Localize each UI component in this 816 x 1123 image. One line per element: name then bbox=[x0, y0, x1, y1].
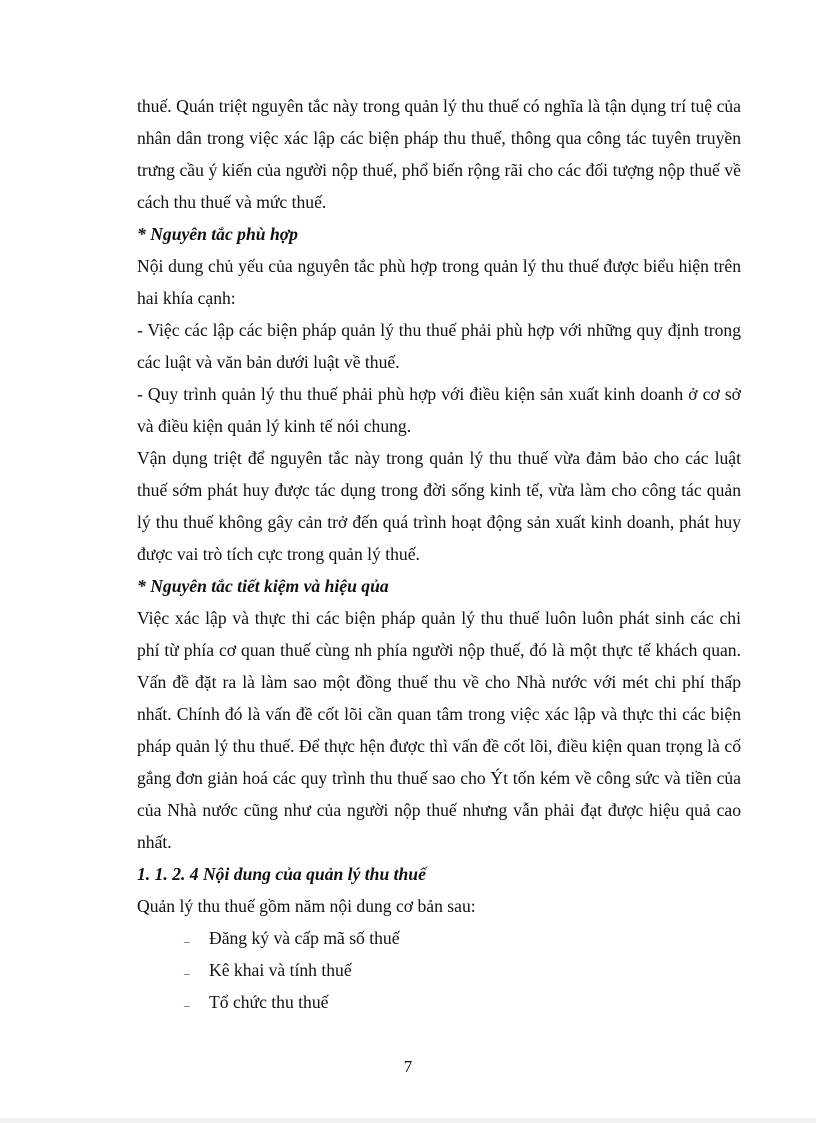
paragraph-suitability-point-2: - Quy trình quản lý thu thuế phải phù hợp với điều kiện sản xuất kinh doanh ở cơ sở và điều kiện quản lý kinh tế nói chung. bbox=[137, 384, 741, 436]
paragraph-content-intro: Quản lý thu thuế gồm năm nội dung cơ bản sau: bbox=[137, 896, 476, 916]
section-heading-tax-management-content: 1. 1. 2. 4 Nội dung của quản lý thu thuế bbox=[137, 864, 426, 884]
bullet-mark: _ bbox=[184, 996, 190, 1008]
list-item-text: Tổ chức thu thuế bbox=[209, 992, 329, 1012]
paragraph-suitability-application: Vận dụng triệt để nguyên tắc này trong quản lý thu thuế vừa đảm bảo cho các luật thuế sớm phát huy được tác dụng trong đời sống kinh tế, vừa làm cho công tác quản lý thu thuế không gây cản trở đến quá trình hoạt động sản xuất kinh doanh, phát huy được vai trò tích cực trong quản lý thuế. bbox=[137, 448, 741, 564]
paragraph-efficiency-body: Việc xác lập và thực thi các biện pháp quản lý thu thuế luôn luôn phát sinh các chi phí từ phía cơ quan thuế cùng nh phía người nộp thuế, đó là một thực tế khách quan. Vấn đề đặt ra là làm sao một đồng thuế thu về cho Nhà nước với mét chi phí thấp nhất. Chính đó là vấn đề cốt lõi cần quan tâm trong việc xác lập và thực thi các biện pháp quản lý thu thuế. Để thực hện được thì vấn đề cốt lõi, điều kiện quan trọng là cố gắng đơn giản hoá các quy trình thu thuế sao cho Ýt tốn kém về công sức và tiền của của Nhà nước cũng như của người nộp thuế nhưng vẫn phải đạt được hiệu quả cao nhất. bbox=[137, 608, 741, 852]
content-list bbox=[137, 922, 741, 1018]
heading-principle-suitability: * Nguyên tắc phù hợp bbox=[137, 224, 298, 244]
paragraph-suitability-point-1: - Việc các lập các biện pháp quản lý thu thuế phải phù hợp với những quy định trong các luật và văn bản dưới luật về thuế. bbox=[137, 320, 741, 372]
list-item bbox=[137, 954, 741, 986]
bullet-mark: _ bbox=[184, 932, 190, 944]
page-body bbox=[137, 90, 741, 1018]
page-bottom-edge bbox=[0, 1118, 816, 1123]
bullet-mark: _ bbox=[184, 964, 190, 976]
list-item-text: Đăng ký và cấp mã số thuế bbox=[209, 928, 400, 948]
heading-principle-efficiency: * Nguyên tắc tiết kiệm và hiệu qủa bbox=[137, 576, 389, 596]
list-item bbox=[137, 986, 741, 1018]
list-item-text: Kê khai và tính thuế bbox=[209, 960, 352, 980]
paragraph-participation-continued: thuế. Quán triệt nguyên tắc này trong quản lý thu thuế có nghĩa là tận dụng trí tuệ của nhân dân trong việc xác lập các biện pháp thu thuế, thông qua công tác tuyên truyền trưng cầu ý kiến của người nộp thuế, phổ biến rộng rãi cho các đối tượng nộp thuế về cách thu thuế và mức thuế. bbox=[137, 96, 741, 212]
paragraph-suitability-intro: Nội dung chủ yếu của nguyên tắc phù hợp trong quản lý thu thuế được biểu hiện trên hai khía cạnh: bbox=[137, 256, 741, 308]
page-number: 7 bbox=[403, 1057, 413, 1076]
list-item bbox=[137, 922, 741, 954]
